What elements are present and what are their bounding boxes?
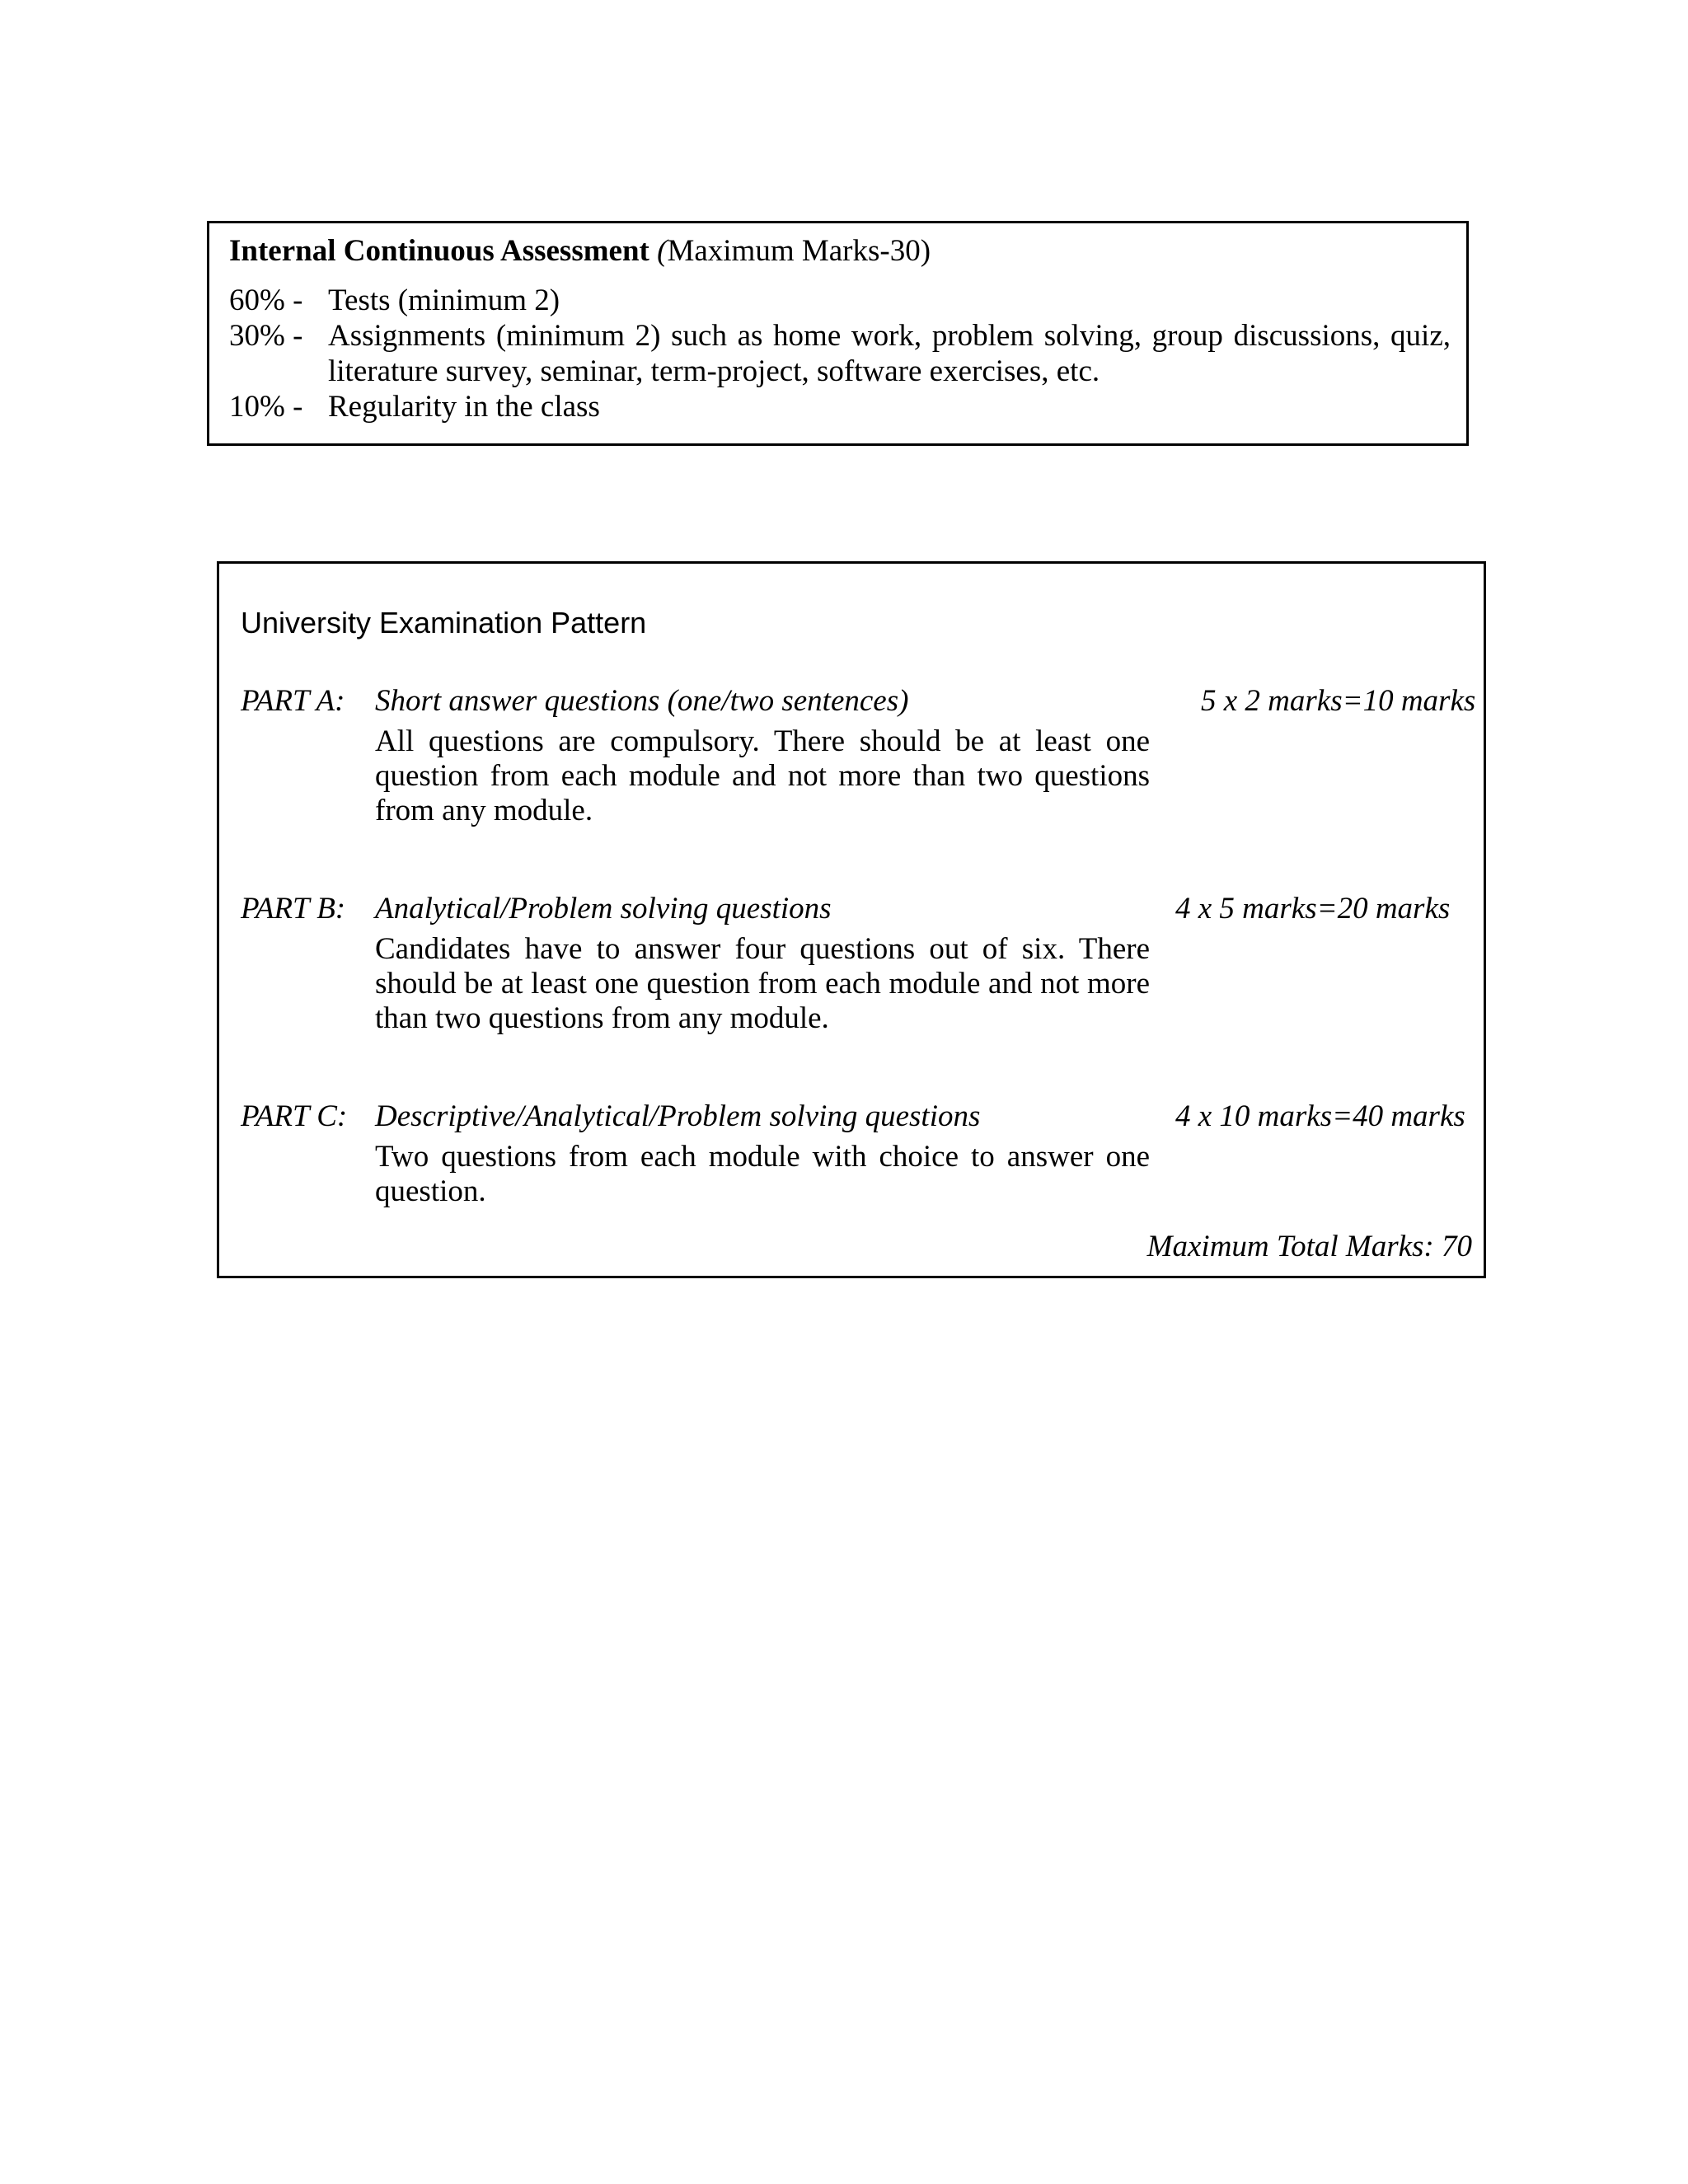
internal-assessment-title-paren: (: [657, 234, 668, 268]
assessment-description: Tests (minimum 2): [328, 284, 560, 317]
part-label: PART C:: [241, 1099, 348, 1133]
assessment-description: Assignments (minimum 2) such as home work, problem solving, group discussions, quiz, literature survey, seminar, term-project, software exercises, etc.: [328, 319, 1451, 388]
part-label: PART B:: [241, 892, 346, 926]
part-heading: Analytical/Problem solving questions: [375, 892, 832, 926]
assessment-percent: 60% -: [229, 284, 303, 317]
part-marks: 4 x 10 marks=40 marks: [1175, 1099, 1465, 1133]
part-marks: 5 x 2 marks=10 marks: [1201, 684, 1476, 718]
exam-pattern-box: [217, 561, 1486, 1278]
assessment-percent: 10% -: [229, 390, 303, 424]
part-marks: 4 x 5 marks=20 marks: [1175, 892, 1451, 926]
internal-assessment-box: [207, 221, 1469, 446]
part-body: Candidates have to answer four questions out of six. There should be at least one question from each module and not more than two questions from any module.: [375, 932, 1150, 1035]
part-body: Two questions from each module with choice to answer one question.: [375, 1140, 1150, 1208]
part-body: All questions are compulsory. There should be at least one question from each module and not more than two questions from any module.: [375, 724, 1150, 827]
internal-assessment-title-rest: Maximum Marks-30): [667, 234, 931, 268]
internal-assessment-title: [229, 233, 931, 269]
part-label: PART A:: [241, 684, 345, 718]
part-heading: Short answer questions (one/two sentences): [375, 684, 909, 718]
maximum-total-marks: Maximum Total Marks: 70: [1146, 1230, 1472, 1263]
internal-assessment-title-bold: Internal Continuous Assessment: [229, 234, 649, 268]
part-heading: Descriptive/Analytical/Problem solving questions: [375, 1099, 981, 1133]
assessment-percent: 30% -: [229, 319, 303, 353]
exam-pattern-title: University Examination Pattern: [241, 606, 647, 640]
assessment-description: Regularity in the class: [328, 390, 600, 424]
